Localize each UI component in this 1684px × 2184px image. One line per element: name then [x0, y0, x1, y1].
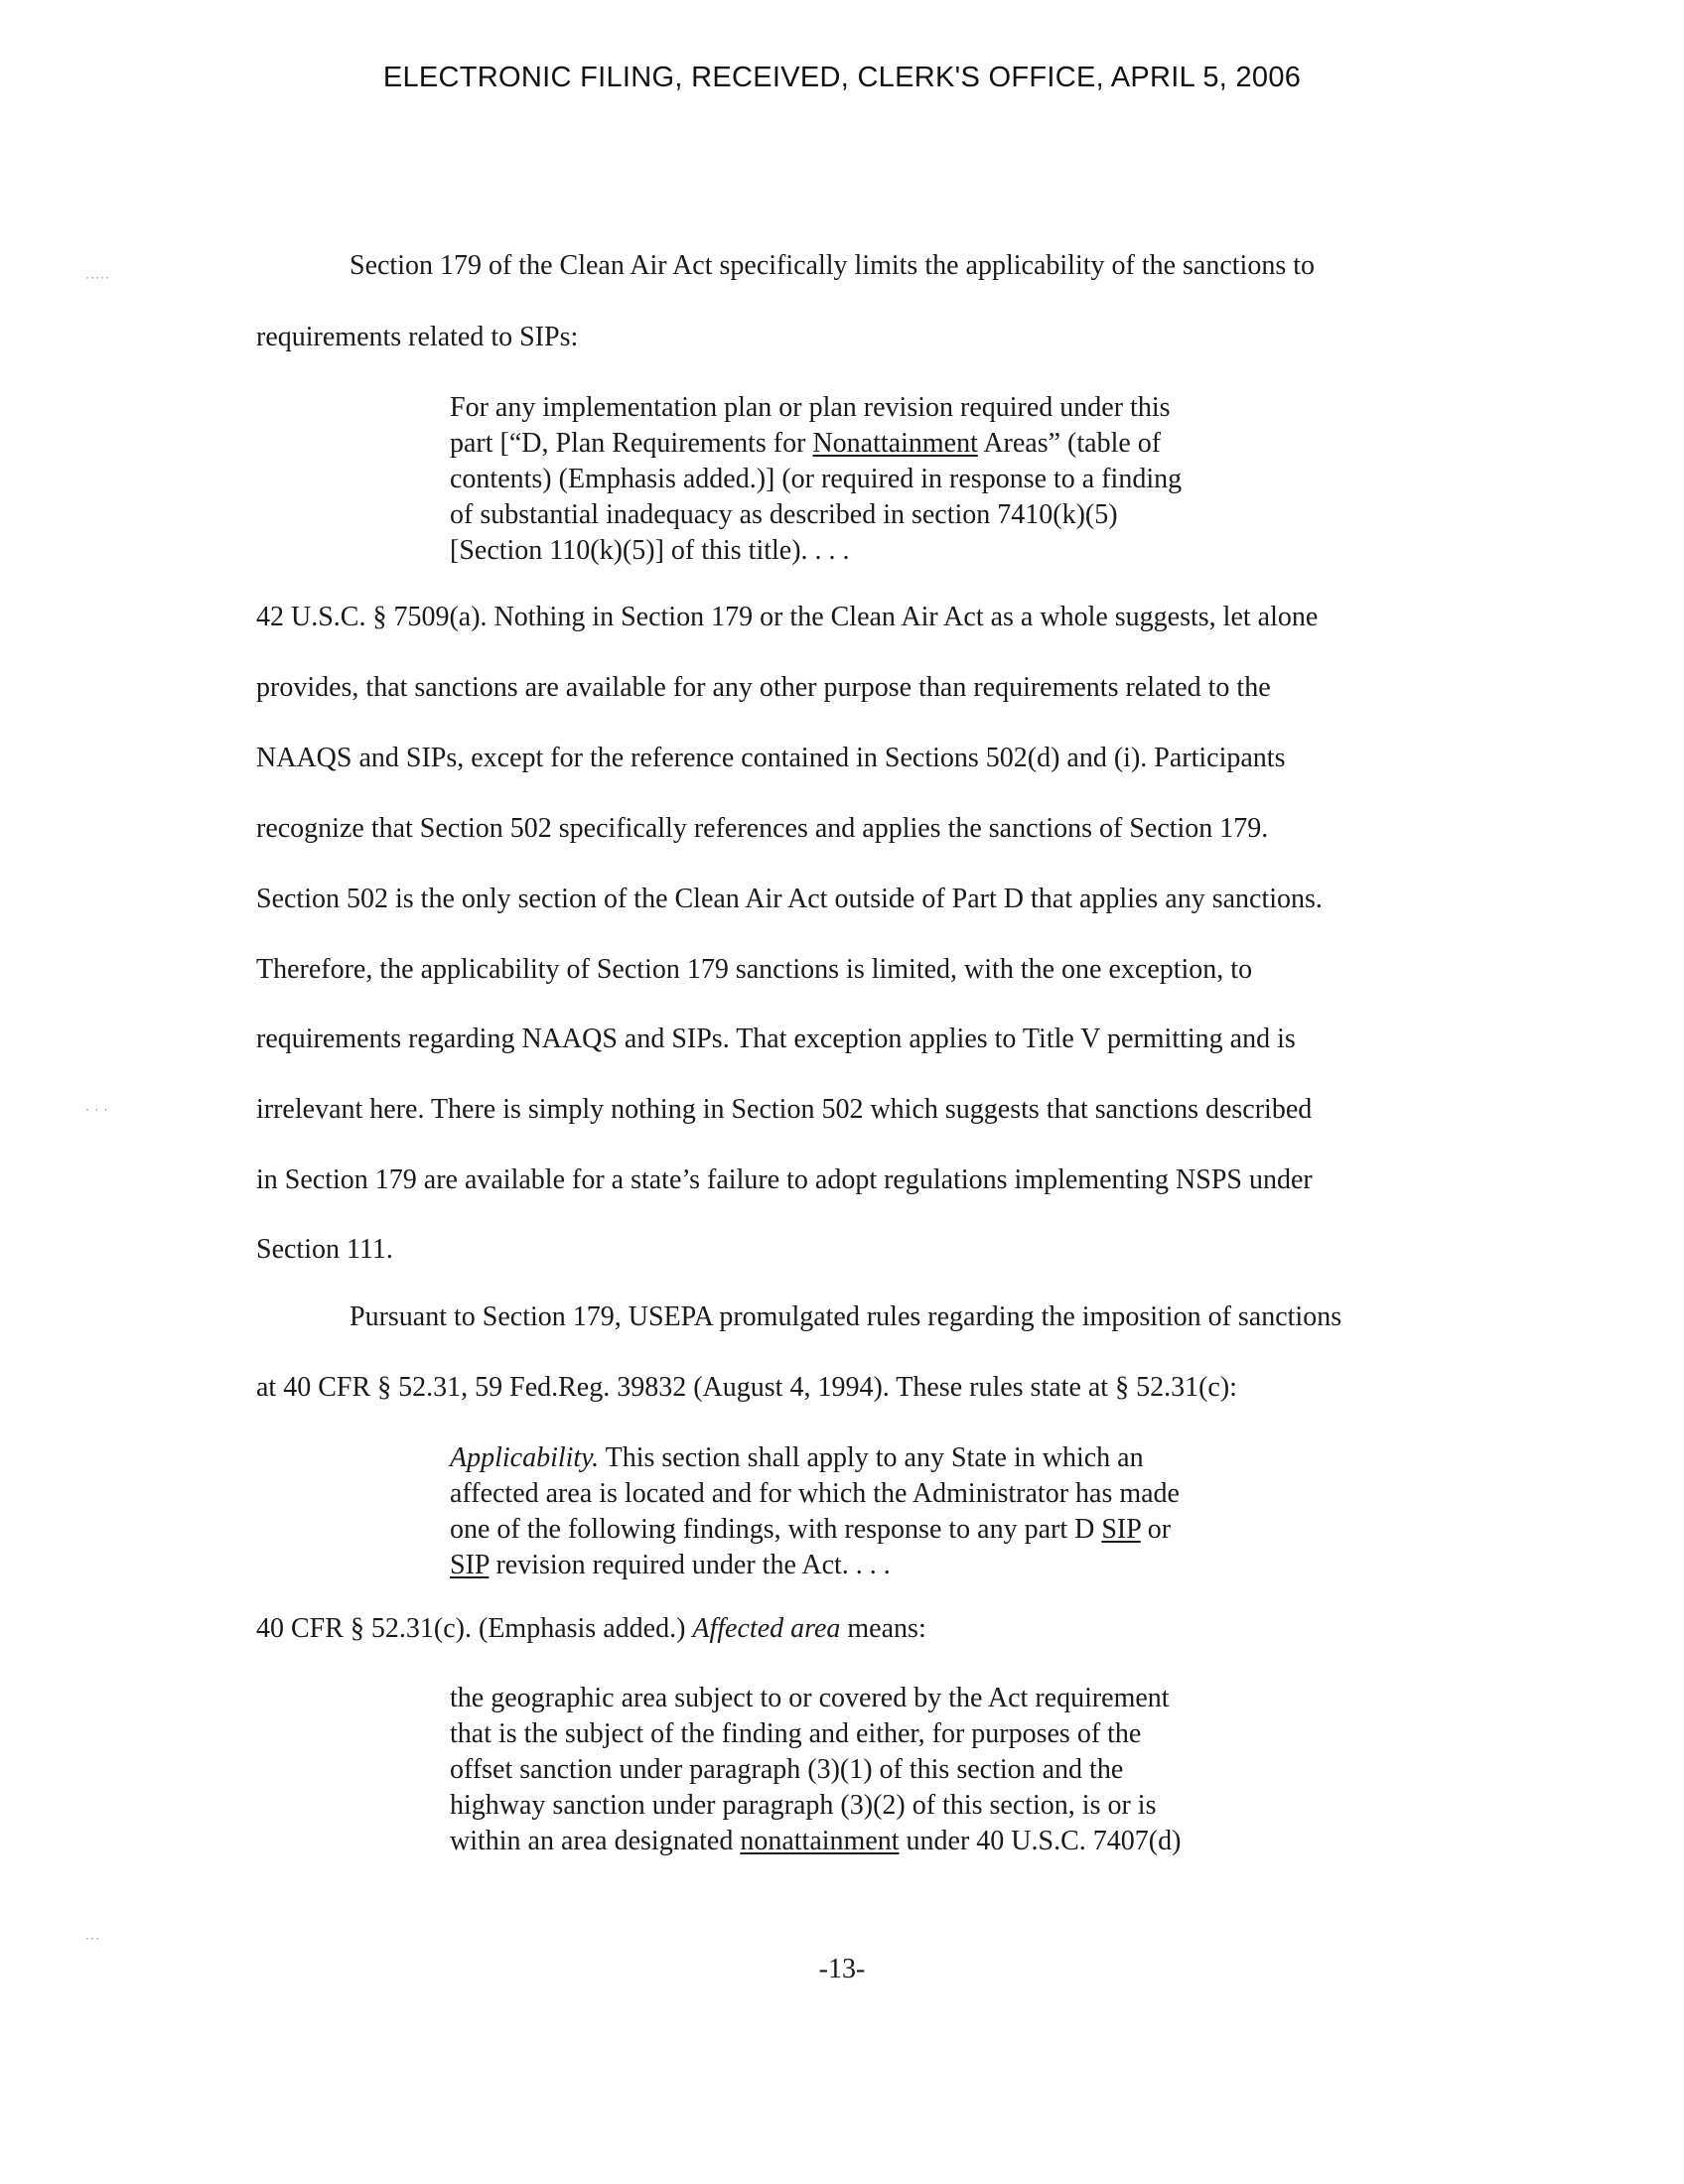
- paragraph-line: 40 CFR § 52.31(c). (Emphasis added.) Affected area means:: [256, 1613, 926, 1644]
- underlined-term: SIP: [450, 1550, 490, 1580]
- paragraph-line: requirements related to SIPs:: [256, 322, 579, 352]
- quote-line: Applicability. This section shall apply to any State in which an: [450, 1442, 1144, 1473]
- quote-line: within an area designated nonattainment under 40 U.S.C. 7407(d): [450, 1826, 1182, 1856]
- paragraph-line: Section 502 is the only section of the Clean Air Act outside of Part D that applies any sanctions.: [256, 884, 1323, 914]
- quote-line: offset sanction under paragraph (3)(1) of this section and the: [450, 1754, 1124, 1785]
- paragraph-line: recognize that Section 502 specifically references and applies the sanctions of Section 179.: [256, 813, 1269, 844]
- paragraph-line: 42 U.S.C. § 7509(a). Nothing in Section 179 or the Clean Air Act as a whole suggests, let alone: [256, 602, 1319, 632]
- paragraph-line: Therefore, the applicability of Section 179 sanctions is limited, with the one exception, to: [256, 954, 1253, 985]
- paragraph-line: Pursuant to Section 179, USEPA promulgated rules regarding the imposition of sanctions: [350, 1301, 1342, 1332]
- paragraph-line: irrelevant here. There is simply nothing in Section 502 which suggests that sanctions described: [256, 1094, 1313, 1125]
- quote-line: affected area is located and for which the Administrator has made: [450, 1478, 1180, 1509]
- paragraph-line: provides, that sanctions are available for any other purpose than requirements related to the: [256, 672, 1271, 703]
- scan-speck: ···: [85, 1931, 100, 1945]
- italic-term: Applicability.: [450, 1442, 600, 1473]
- underlined-term: Nonattainment: [812, 428, 978, 459]
- quote-line: the geographic area subject to or covered by the Act requirement: [450, 1683, 1170, 1713]
- quote-line: For any implementation plan or plan revision required under this: [450, 392, 1171, 423]
- filing-header: ELECTRONIC FILING, RECEIVED, CLERK'S OFFICE, APRIL 5, 2006: [382, 62, 1302, 93]
- paragraph-line: Section 111.: [256, 1234, 393, 1265]
- quote-line: part [“D, Plan Requirements for Nonattainment Areas” (table of: [450, 428, 1162, 459]
- quote-line: of substantial inadequacy as described in section 7410(k)(5): [450, 499, 1118, 530]
- scan-speck: · · ·: [85, 1102, 109, 1116]
- quote-line: [Section 110(k)(5)] of this title). . . .: [450, 535, 850, 566]
- page-number: -13-: [818, 1954, 866, 1984]
- italic-term: Affected area: [692, 1613, 841, 1644]
- paragraph-line: requirements regarding NAAQS and SIPs. That exception applies to Title V permitting and is: [256, 1024, 1296, 1054]
- quote-line: contents) (Emphasis added.)] (or required in response to a finding: [450, 464, 1183, 494]
- quote-line: one of the following findings, with response to any part D SIP or: [450, 1514, 1172, 1545]
- paragraph-line: at 40 CFR § 52.31, 59 Fed.Reg. 39832 (August 4, 1994). These rules state at § 52.31(c):: [256, 1372, 1237, 1403]
- underlined-term: SIP: [1101, 1514, 1141, 1545]
- paragraph-line: Section 179 of the Clean Air Act specifically limits the applicability of the sanctions to: [350, 250, 1316, 281]
- underlined-term: nonattainment: [740, 1826, 900, 1856]
- quote-line: highway sanction under paragraph (3)(2) of this section, is or is: [450, 1790, 1157, 1821]
- quote-line: that is the subject of the finding and either, for purposes of the: [450, 1718, 1142, 1749]
- scan-speck: ·····: [85, 270, 110, 284]
- paragraph-line: NAAQS and SIPs, except for the reference contained in Sections 502(d) and (i). Participants: [256, 743, 1286, 773]
- paragraph-line: in Section 179 are available for a state’s failure to adopt regulations implementing NSPS under: [256, 1164, 1313, 1195]
- quote-line: SIP revision required under the Act. . . .: [450, 1550, 891, 1580]
